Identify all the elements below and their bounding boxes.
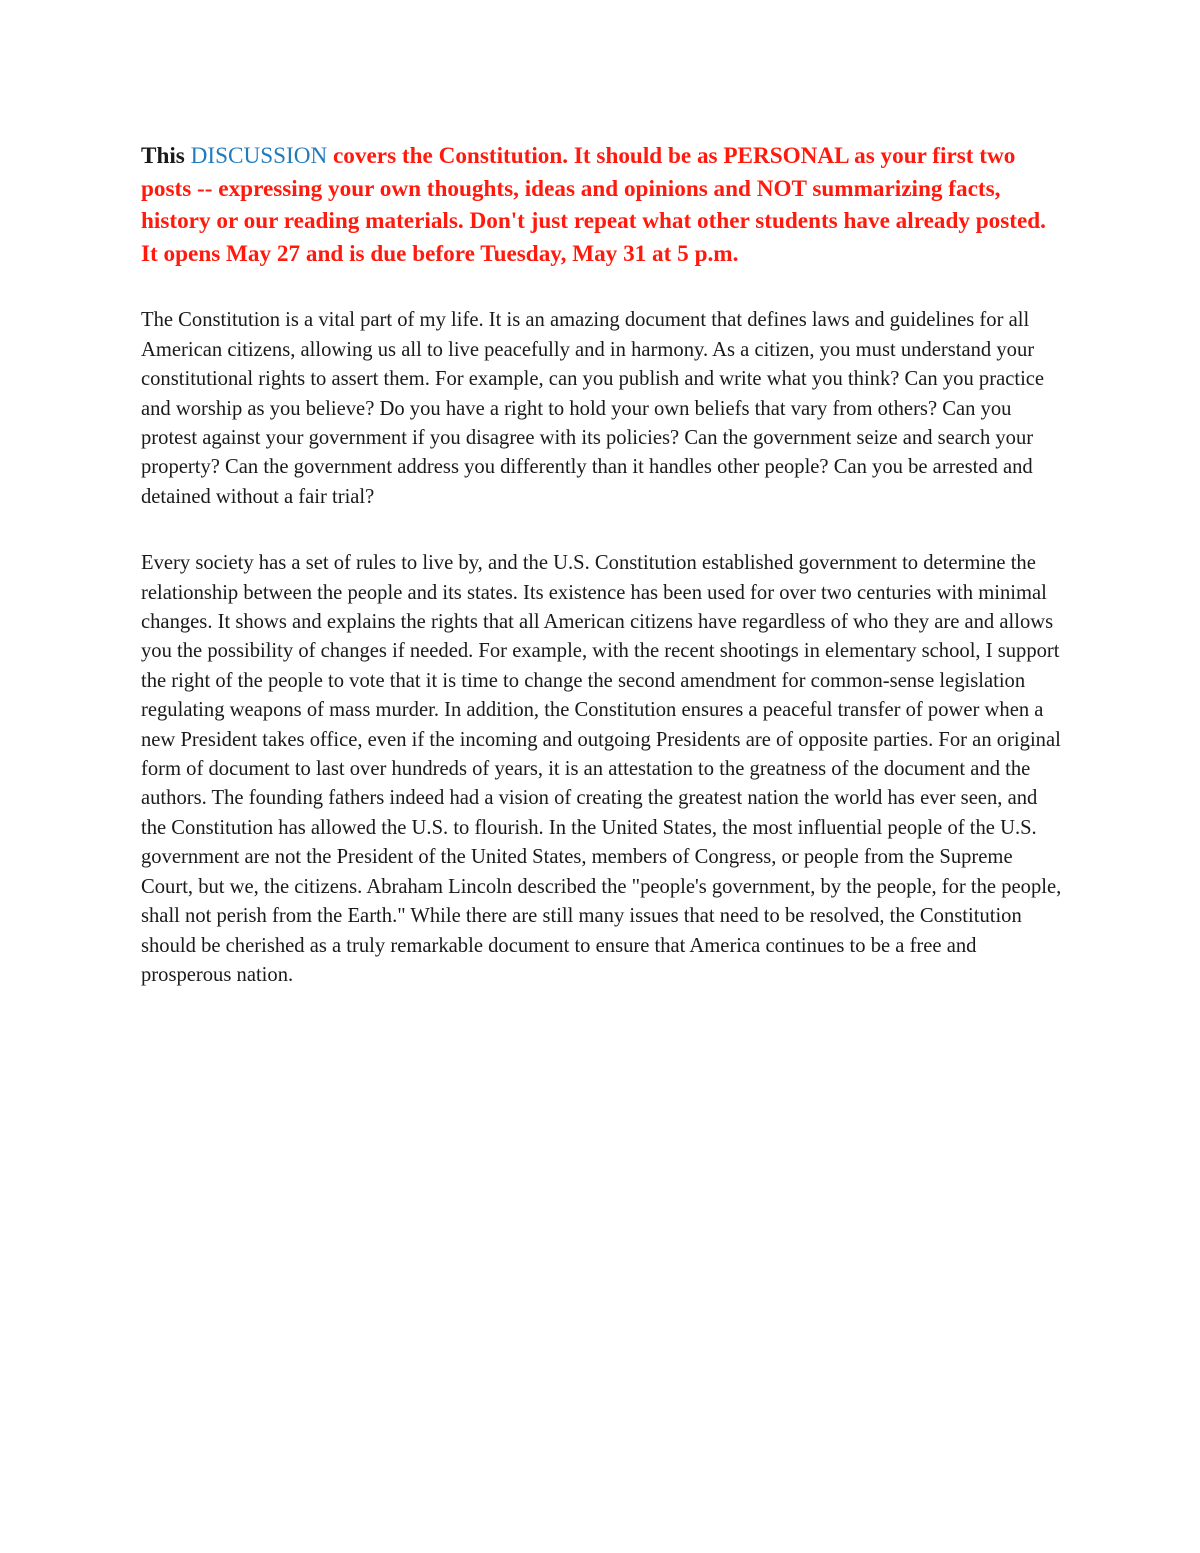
instructions-lead-word: This (141, 143, 191, 169)
document-content (141, 140, 1066, 1027)
body-paragraph-1: The Constitution is a vital part of my life. It is an amazing document that defines laws and guidelines for all American citizens, allowing us all to live peacefully and in harmony. As a citizen, you must understand your constitutional rights to assert them. For example, can you publish and write what you think? Can you practice and worship as you believe? Do you have a right to hold your own beliefs that vary from others? Can you protest against your government if you disagree with its policies? Can the government seize and search your property? Can the government address you differently than it handles other people? Can you be arrested and detained without a fair trial? (141, 309, 1045, 508)
body-paragraph-2: Every society has a set of rules to live by, and the U.S. Constitution established government to determine the relationship between the people and its states. Its existence has been used for over two centuries with minimal changes. It shows and explains the rights that all American citizens have regardless of who they are and allows you the possibility of changes if needed. For example, with the recent shootings in elementary school, I support the right of the people to vote that it is time to change the second amendment for common-sense legislation regulating weapons of mass murder. In addition, the Constitution ensures a peaceful transfer of power when a new President takes office, even if the incoming and outgoing Presidents are of opposite parties. For an original form of document to last over hundreds of years, it is an attestation to the greatness of the document and the authors. The founding fathers indeed had a vision of creating the greatest nation the world has ever seen, and the Constitution has allowed the U.S. to flourish. In the United States, the most influential people of the U.S. government are not the President of the United States, members of Congress, or people from the Supreme Court, but we, the citizens. Abraham Lincoln described the "people's government, by the people, for the people, shall not perish from the Earth." While there are still many issues that need to be resolved, the Constitution should be cherished as a truly remarkable document to ensure that America continues to be a free and prosperous nation. (141, 552, 1062, 986)
instructions-text: covers the Constitution. It should be as PERSONAL as your first two posts -- expressing your own thoughts, ideas and opinions and NOT summarizing facts, history or our reading materials. Don't just repeat what other students have already posted. It opens May 27 and is due before Tuesday, May 31 at 5 p.m. (141, 143, 1046, 267)
assignment-instructions (141, 140, 1066, 270)
discussion-highlight: DISCUSSION (190, 143, 328, 169)
